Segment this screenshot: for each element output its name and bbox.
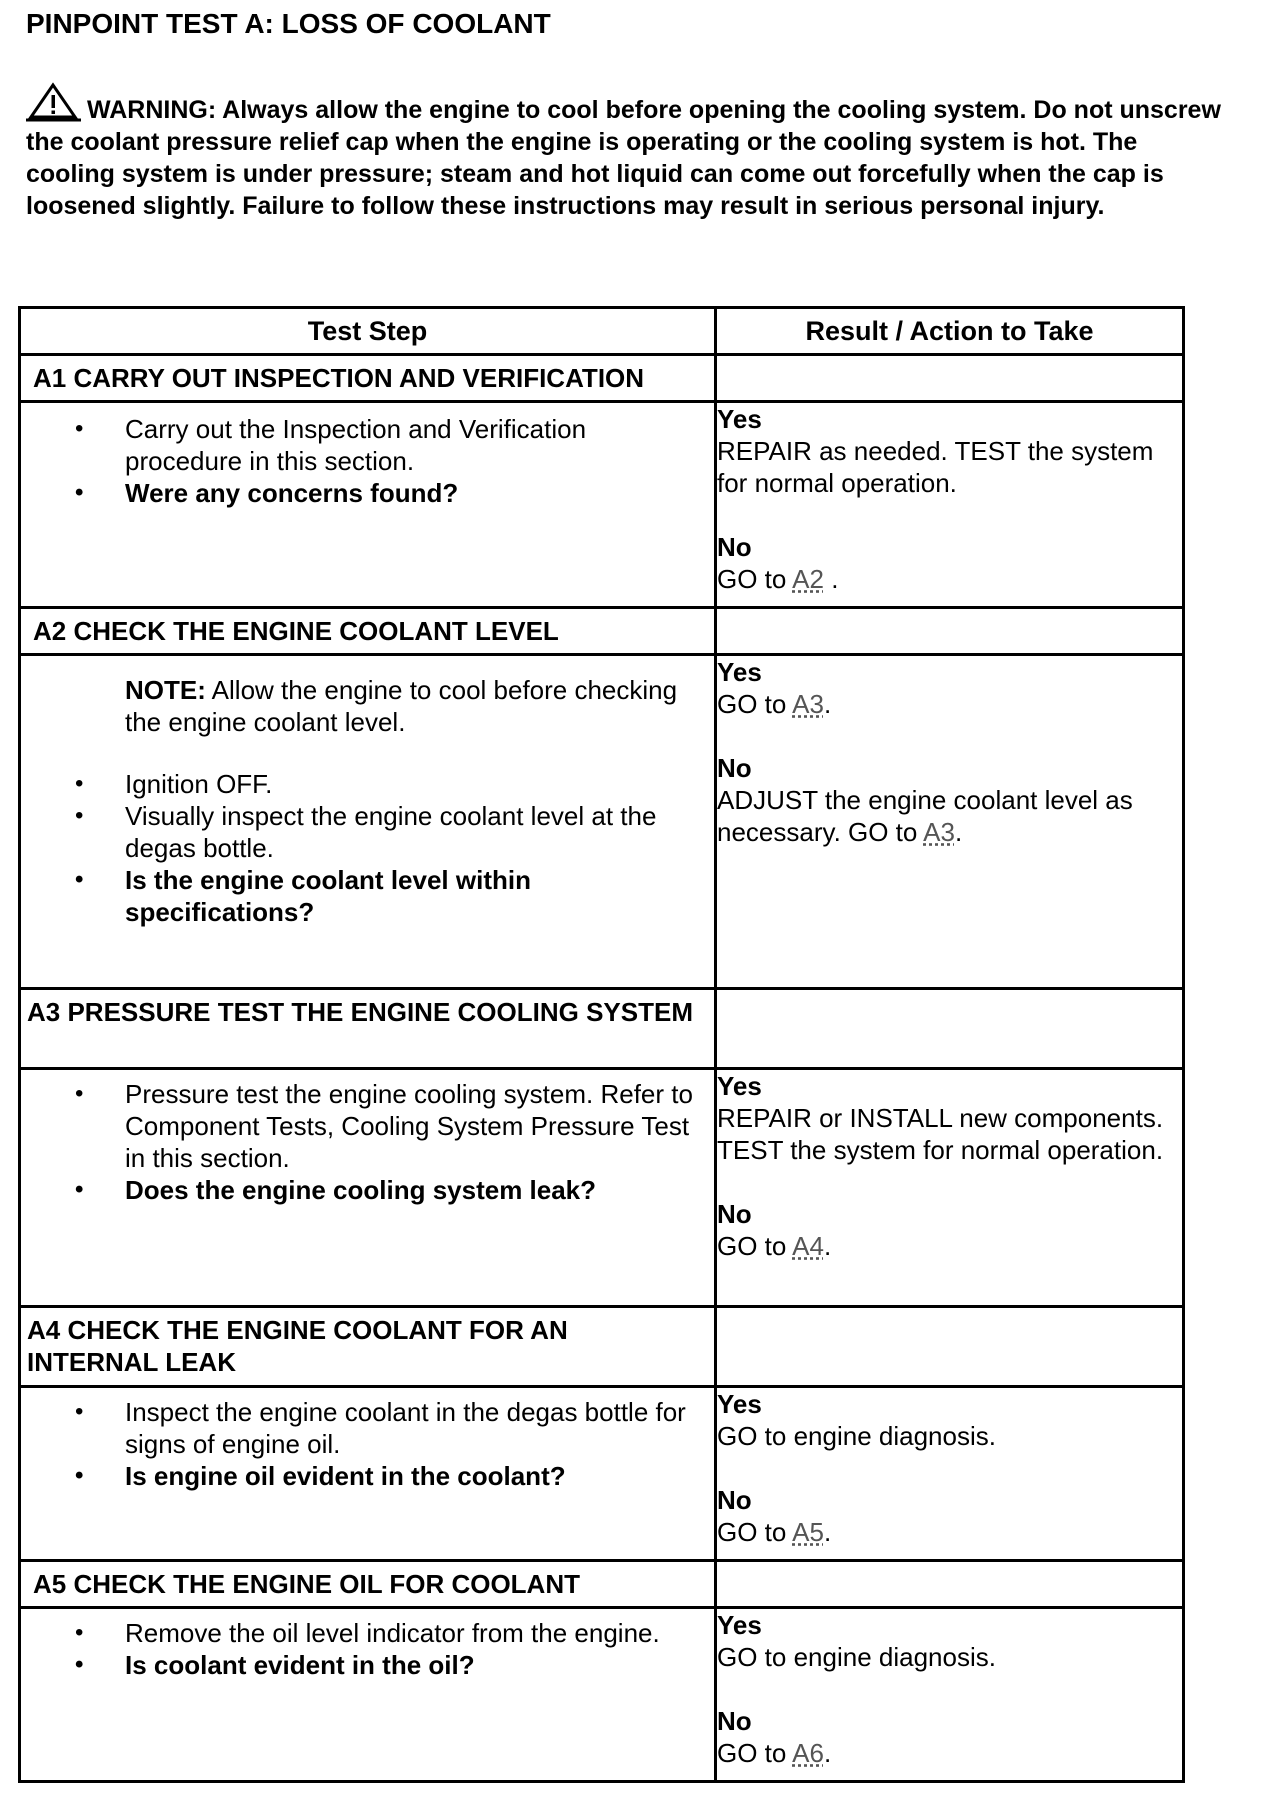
step-title-a1: A1 CARRY OUT INSPECTION AND VERIFICATION	[20, 355, 716, 402]
page-title: PINPOINT TEST A: LOSS OF COOLANT	[26, 8, 551, 39]
step-title-a4: A4 CHECK THE ENGINE COOLANT FOR AN INTERNAL LEAK	[20, 1307, 716, 1387]
empty-cell	[716, 355, 1184, 402]
link-a4[interactable]: A4	[792, 1231, 824, 1261]
link-a2[interactable]: A2	[792, 564, 824, 594]
yes-label: Yes	[717, 1071, 762, 1101]
step-body-a3	[20, 1069, 716, 1307]
yes-action: GO to engine diagnosis.	[717, 1642, 996, 1672]
no-label: No	[717, 1706, 752, 1736]
list-item: • Carry out the Inspection and Verification procedure in this section.	[125, 413, 704, 477]
empty-cell	[716, 1561, 1184, 1608]
no-action: GO to A4.	[717, 1231, 832, 1261]
yes-action: GO to A3.	[717, 689, 832, 719]
step-title-a5: A5 CHECK THE ENGINE OIL FOR COOLANT	[20, 1561, 716, 1608]
link-a3[interactable]: A3	[923, 817, 955, 847]
warning-triangle-icon	[26, 82, 81, 122]
yes-label: Yes	[717, 404, 762, 434]
list-item: • Is engine oil evident in the coolant?	[125, 1460, 704, 1492]
column-header-result: Result / Action to Take	[716, 308, 1184, 355]
empty-cell	[716, 1307, 1184, 1387]
step-result-a1	[716, 402, 1184, 608]
warning-text: WARNING: Always allow the engine to cool before opening the cooling system. Do not unscrew the coolant pressure relief cap when the engine is operating or the cooling system is hot. The cooling system is under pressure; steam and hot liquid can come out forcefully when the cap is loosened slightly. Failure to follow these instructions may result in serious personal injury.	[26, 96, 1221, 220]
yes-label: Yes	[717, 657, 762, 687]
list-item: • Inspect the engine coolant in the degas bottle for signs of engine oil.	[125, 1396, 704, 1460]
empty-cell	[716, 608, 1184, 655]
step-body-a1	[20, 402, 716, 608]
list-item: • Remove the oil level indicator from the engine.	[125, 1617, 704, 1649]
yes-label: Yes	[717, 1610, 762, 1640]
warning-block	[26, 82, 1231, 222]
step-result-a4	[716, 1387, 1184, 1561]
list-item: • Is the engine coolant level within specifications?	[125, 864, 704, 928]
no-action: GO to A5.	[717, 1517, 832, 1547]
list-item: • Does the engine cooling system leak?	[125, 1174, 704, 1206]
yes-action: GO to engine diagnosis.	[717, 1421, 996, 1451]
step-body-a5	[20, 1608, 716, 1782]
no-label: No	[717, 1485, 752, 1515]
no-action: ADJUST the engine coolant level as necessary. GO to A3.	[717, 785, 1133, 847]
test-steps-table	[18, 306, 1185, 1783]
column-header-test-step: Test Step	[20, 308, 716, 355]
no-label: No	[717, 532, 752, 562]
list-item: • Were any concerns found?	[125, 477, 704, 509]
step-result-a5	[716, 1608, 1184, 1782]
list-item: • Ignition OFF.	[125, 768, 704, 800]
step-body-a4	[20, 1387, 716, 1561]
link-a3[interactable]: A3	[792, 689, 824, 719]
yes-label: Yes	[717, 1389, 762, 1419]
note: NOTE: Allow the engine to cool before checking the engine coolant level.	[125, 675, 678, 737]
no-action: GO to A2 .	[717, 564, 839, 594]
step-result-a2	[716, 655, 1184, 989]
no-action: GO to A6.	[717, 1738, 832, 1768]
no-label: No	[717, 1199, 752, 1229]
link-a6[interactable]: A6	[792, 1738, 824, 1768]
step-title-a2: A2 CHECK THE ENGINE COOLANT LEVEL	[20, 608, 716, 655]
step-result-a3	[716, 1069, 1184, 1307]
step-body-a2	[20, 655, 716, 989]
step-title-a3: A3 PRESSURE TEST THE ENGINE COOLING SYSTEM	[20, 989, 716, 1069]
list-item: • Visually inspect the engine coolant level at the degas bottle.	[125, 800, 704, 864]
yes-action: REPAIR as needed. TEST the system for normal operation.	[717, 436, 1154, 498]
yes-action: REPAIR or INSTALL new components. TEST the system for normal operation.	[717, 1103, 1164, 1165]
list-item: • Is coolant evident in the oil?	[125, 1649, 704, 1681]
empty-cell	[716, 989, 1184, 1069]
link-a5[interactable]: A5	[792, 1517, 824, 1547]
no-label: No	[717, 753, 752, 783]
list-item: • Pressure test the engine cooling system. Refer to Component Tests, Cooling System Pressure Test in this section.	[125, 1078, 704, 1174]
